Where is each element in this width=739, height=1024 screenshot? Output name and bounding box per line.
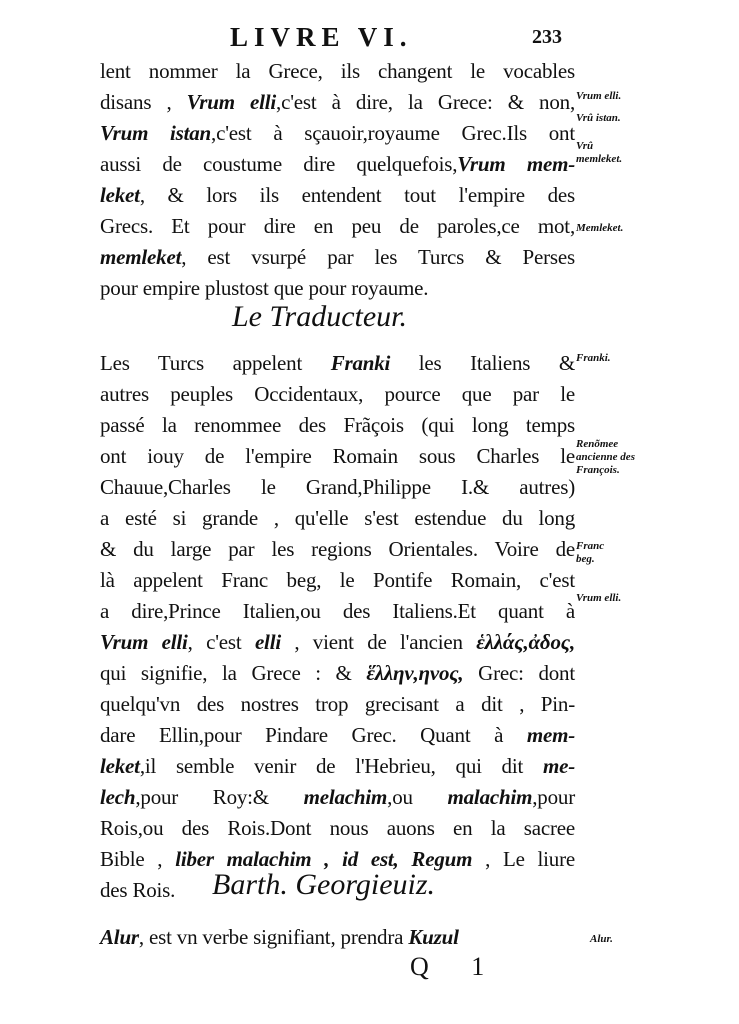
text-run: dare Ellin,pour Pindare Grec. Quant à <box>100 723 527 747</box>
text-line <box>100 534 575 565</box>
text-run: , c'est <box>187 630 255 654</box>
text-line <box>100 348 575 379</box>
text-line <box>100 813 575 844</box>
text-line <box>100 410 575 441</box>
text-line <box>100 180 575 211</box>
text-run: , est vn verbe signifiant, prendra <box>138 925 409 949</box>
text-line <box>100 472 575 503</box>
section-heading-georgieuiz: Barth. Georgieuiz. <box>212 868 436 901</box>
text-run: Rois,ou des Rois.Dont nous auons en la sacree <box>100 816 575 840</box>
italic-term: Vrum elli <box>186 90 277 114</box>
text-run: là appelent Franc beg, le Pontife Romain, c'est <box>100 568 575 592</box>
italic-term: Alur <box>100 925 139 949</box>
text-run: a esté si grande , qu'elle s'est estendue du long <box>100 506 575 530</box>
text-run: aussi de coustume dire quelquefois, <box>100 152 458 176</box>
text-run: pour empire plustost que pour royaume. <box>100 276 429 300</box>
paragraph-alur <box>100 922 575 953</box>
italic-term: me- <box>542 754 575 778</box>
running-head: LIVRE VI. <box>230 22 413 52</box>
text-line <box>100 87 575 118</box>
italic-term: Franki <box>330 351 391 375</box>
text-line <box>100 242 575 273</box>
text-run: Bible , <box>100 847 176 871</box>
marginal-note: Memleket. <box>576 222 624 234</box>
marginal-note: Vrû istan. <box>576 112 621 124</box>
marginal-note: Franc beg. <box>576 540 605 565</box>
paragraph-turkish-greece <box>100 56 575 304</box>
text-line <box>100 658 575 689</box>
text-line <box>100 118 575 149</box>
text-line <box>100 211 575 242</box>
italic-term: Vrum istan <box>100 121 212 145</box>
italic-term: ἑλλάς,ἀδος, <box>476 630 575 654</box>
italic-term: leket <box>100 183 140 207</box>
text-line <box>100 689 575 720</box>
signature-mark: Q 1 <box>410 952 503 981</box>
italic-term: elli <box>254 630 281 654</box>
text-line <box>100 56 575 87</box>
italic-term: liber malachim , id est, Regum <box>175 847 473 871</box>
text-line <box>100 565 575 596</box>
marginal-note: Vrû memleket. <box>576 140 623 165</box>
text-run: des Rois. <box>100 878 176 902</box>
text-run: passé la renommee des Frãçois (qui long temps <box>100 413 575 437</box>
italic-term: ἕλλην,ηνος, <box>366 661 464 685</box>
italic-term: malachim <box>447 785 533 809</box>
text-line <box>100 720 575 751</box>
text-line <box>100 596 575 627</box>
italic-term: memleket <box>100 245 182 269</box>
text-line <box>100 782 575 813</box>
marginal-note: Alur. <box>590 933 613 945</box>
italic-term: mem- <box>526 723 575 747</box>
text-run: ,il semble venir de l'Hebrieu, qui dit <box>139 754 543 778</box>
text-run: Grec: dont <box>463 661 575 685</box>
text-run: ont iouy de l'empire Romain sous Charles le <box>100 444 575 468</box>
text-line <box>100 922 575 953</box>
text-run: lent nommer la Grece, ils changent le vocables <box>100 59 575 83</box>
text-run: autres peuples Occidentaux, pource que par le <box>100 382 575 406</box>
text-run: Chauue,Charles le Grand,Philippe I.& autres) <box>100 475 575 499</box>
marginal-note: Franki. <box>576 352 611 364</box>
text-run: quelqu'vn des nostres trop grecisant a dit , Pin- <box>100 692 575 716</box>
marginal-note: Vrum elli. <box>576 90 622 102</box>
italic-term: Vrum elli <box>100 630 188 654</box>
text-line <box>100 149 575 180</box>
text-run: les Italiens & <box>390 351 575 375</box>
text-line <box>100 627 575 658</box>
text-run: disans , <box>100 90 187 114</box>
marginal-note: Renõmee ancienne des François. <box>576 438 635 476</box>
text-run: , Le liure <box>472 847 575 871</box>
italic-term: lech <box>100 785 136 809</box>
text-run: ,pour Roy:& <box>135 785 304 809</box>
text-line <box>100 503 575 534</box>
italic-term: leket <box>100 754 140 778</box>
text-line <box>100 379 575 410</box>
text-line <box>100 441 575 472</box>
page-number: 233 <box>532 26 562 48</box>
marginal-note: Vrum elli. <box>576 592 622 604</box>
text-run: , est vsurpé par les Turcs & Perses <box>181 245 575 269</box>
text-run: ,c'est à sçauoir,royaume Grec.Ils ont <box>211 121 575 145</box>
text-run: a dire,Prince Italien,ou des Italiens.Et quant à <box>100 599 575 623</box>
italic-term: melachim <box>303 785 388 809</box>
italic-term: Vrum mem- <box>457 152 576 176</box>
text-line <box>100 751 575 782</box>
text-run: & du large par les regions Orientales. Voire de <box>100 537 575 561</box>
text-run: ,ou <box>387 785 448 809</box>
text-run: Les Turcs appelent <box>100 351 331 375</box>
paragraph-franki <box>100 348 575 906</box>
text-run: qui signifie, la Grece : & <box>100 661 367 685</box>
text-run: , vient de l'ancien <box>280 630 477 654</box>
section-heading-traducteur: Le Traducteur. <box>232 300 408 333</box>
text-run: ,c'est à dire, la Grece: & non, <box>276 90 575 114</box>
text-run: , & lors ils entendent tout l'empire des <box>139 183 575 207</box>
text-run: Grecs. Et pour dire en peu de paroles,ce mot, <box>100 214 575 238</box>
text-run: ,pour <box>532 785 575 809</box>
italic-term: Kuzul <box>408 925 459 949</box>
